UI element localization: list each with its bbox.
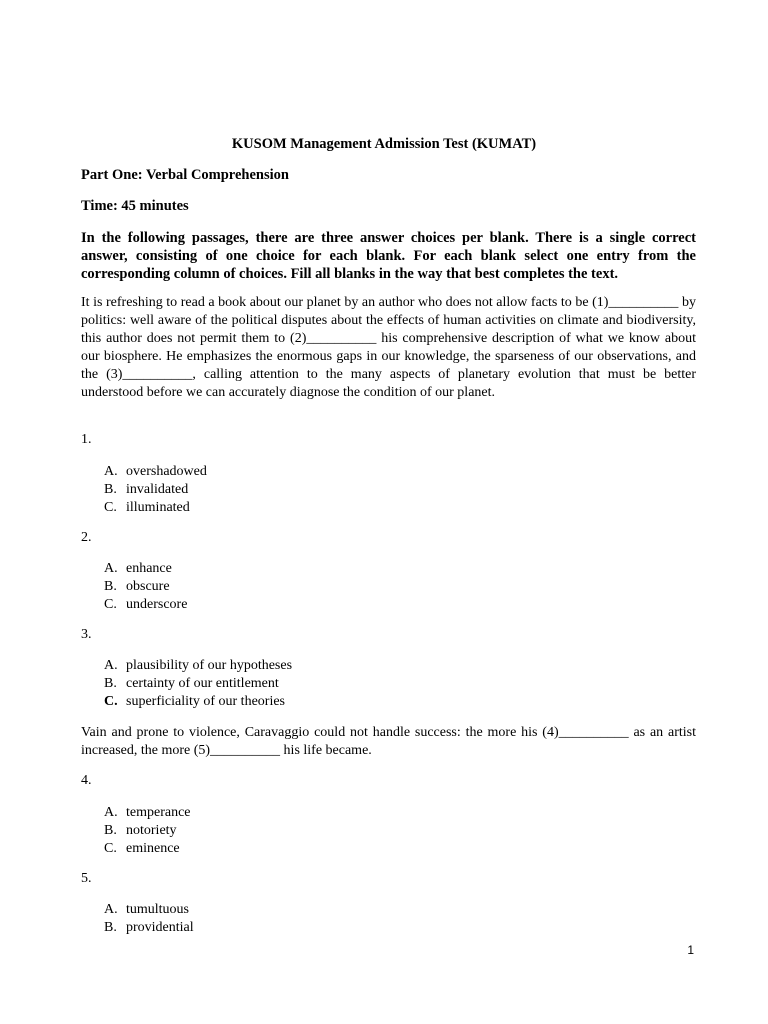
option-letter: B. bbox=[104, 579, 117, 594]
question-2-number: 2. bbox=[81, 530, 92, 545]
question-5-number: 5. bbox=[81, 871, 92, 886]
option-text: eminence bbox=[126, 841, 180, 856]
option-item bbox=[104, 578, 187, 596]
option-item bbox=[104, 919, 194, 937]
option-item bbox=[104, 901, 194, 919]
option-letter: B. bbox=[104, 676, 117, 691]
question-4-options bbox=[104, 804, 191, 858]
question-4-number: 4. bbox=[81, 773, 92, 788]
option-text: enhance bbox=[126, 561, 172, 576]
option-letter: A. bbox=[104, 658, 118, 673]
question-1-number: 1. bbox=[81, 432, 92, 447]
option-text: underscore bbox=[126, 597, 188, 612]
page-number: 1 bbox=[687, 943, 694, 957]
option-letter: A. bbox=[104, 464, 118, 479]
option-text: notoriety bbox=[126, 823, 177, 838]
option-item bbox=[104, 560, 187, 578]
option-text: plausibility of our hypotheses bbox=[126, 658, 293, 673]
option-letter: C. bbox=[104, 694, 118, 709]
option-letter: C. bbox=[104, 841, 117, 856]
option-text: tumultuous bbox=[126, 902, 190, 917]
option-text: obscure bbox=[126, 579, 170, 594]
option-item bbox=[104, 840, 191, 858]
passage-2: Vain and prone to violence, Caravaggio could not handle success: the more his (4)__________ as an artist increased, the more (5)__________ his life became. bbox=[81, 725, 696, 758]
question-5-options bbox=[104, 901, 194, 937]
option-text: overshadowed bbox=[126, 464, 207, 479]
option-letter: B. bbox=[104, 482, 117, 497]
option-item bbox=[104, 675, 292, 693]
option-letter: A. bbox=[104, 902, 118, 917]
question-1-options bbox=[104, 463, 207, 517]
option-item bbox=[104, 804, 191, 822]
question-2-options bbox=[104, 560, 187, 614]
option-item bbox=[104, 463, 207, 481]
option-item bbox=[104, 596, 187, 614]
option-letter: B. bbox=[104, 920, 117, 935]
question-3-number: 3. bbox=[81, 627, 92, 642]
option-item bbox=[104, 657, 292, 675]
option-item bbox=[104, 693, 292, 711]
option-item bbox=[104, 822, 191, 840]
option-text: superficiality of our theories bbox=[126, 694, 286, 709]
option-letter: A. bbox=[104, 561, 118, 576]
document-title: KUSOM Management Admission Test (KUMAT) bbox=[231, 136, 537, 152]
option-text: providential bbox=[126, 920, 194, 935]
passage-1: It is refreshing to read a book about our planet by an author who does not allow facts to be (1)__________ by politics: well aware of the political disputes about the effects of human activities on climate and biodiversity, this author does not permit them to (2)__________ his comprehensive description of what we know about our biosphere. He emphasizes the enormous gaps in our knowledge, the sparseness of our observations, and the (3)__________, calling attention to the many aspects of planetary evolution that must be better understood before we can accurately diagnose the condition of our planet. bbox=[81, 295, 696, 400]
option-letter: B. bbox=[104, 823, 117, 838]
time-heading: Time: 45 minutes bbox=[81, 198, 189, 214]
option-text: invalidated bbox=[126, 482, 189, 497]
option-item bbox=[104, 481, 207, 499]
option-letter: C. bbox=[104, 500, 117, 515]
option-text: illuminated bbox=[126, 500, 190, 515]
instructions-text: In the following passages, there are three answer choices per blank. There is a single correct answer, consisting of one choice for each blank. For each blank select one entry from the corresponding column of choices. Fill all blanks in the way that best completes the text. bbox=[81, 230, 696, 282]
option-text: temperance bbox=[126, 805, 191, 820]
question-3-options bbox=[104, 657, 292, 711]
option-text: certainty of our entitlement bbox=[126, 676, 279, 691]
option-letter: C. bbox=[104, 597, 117, 612]
option-letter: A. bbox=[104, 805, 118, 820]
option-item bbox=[104, 499, 207, 517]
part-heading: Part One: Verbal Comprehension bbox=[81, 167, 289, 183]
